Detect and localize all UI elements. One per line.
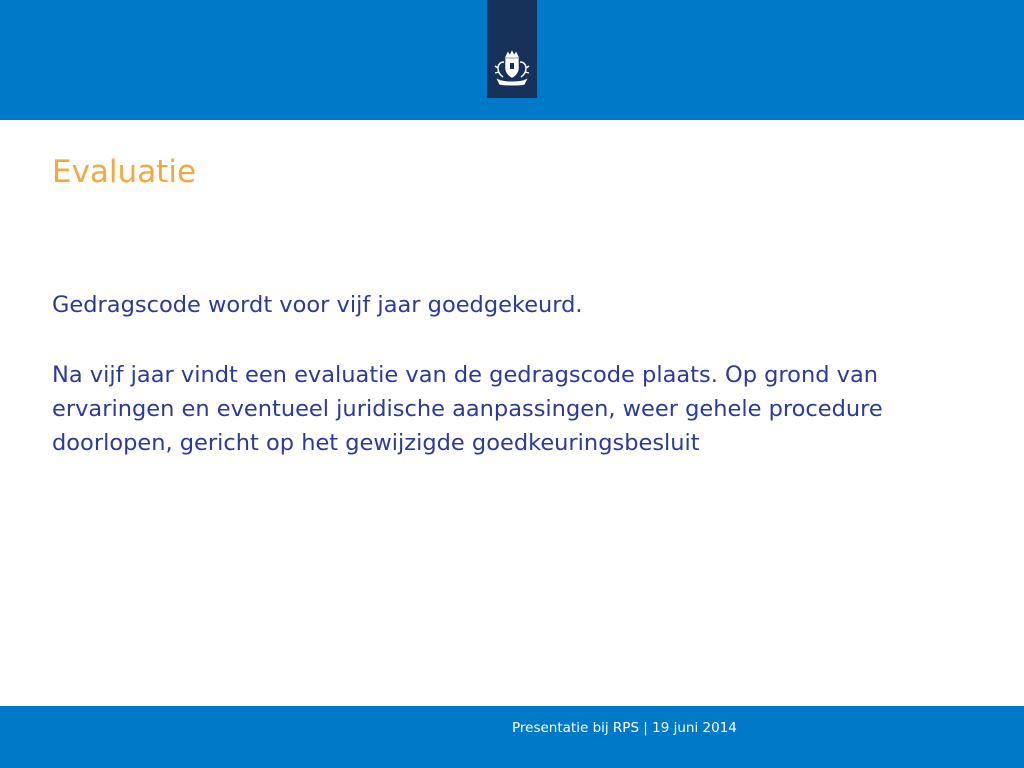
body-paragraph-1: Gedragscode wordt voor vijf jaar goedgekeurd. [52, 292, 583, 318]
coat-of-arms-icon [490, 50, 534, 86]
slide-body [52, 288, 952, 460]
body-paragraph-2: Na vijf jaar vindt een evaluatie van de gedragscode plaats. Op grond van ervaringen en eventueel juridische aanpassingen, weer gehele procedure doorlopen, gericht op het gewijzigde goedkeuringsbesluit [52, 362, 883, 456]
logo-ribbon [487, 0, 537, 98]
header-band [0, 0, 1024, 120]
footer-text: Presentatie bij RPS | 19 juni 2014 [512, 720, 737, 736]
slide-title: Evaluatie [52, 154, 197, 190]
